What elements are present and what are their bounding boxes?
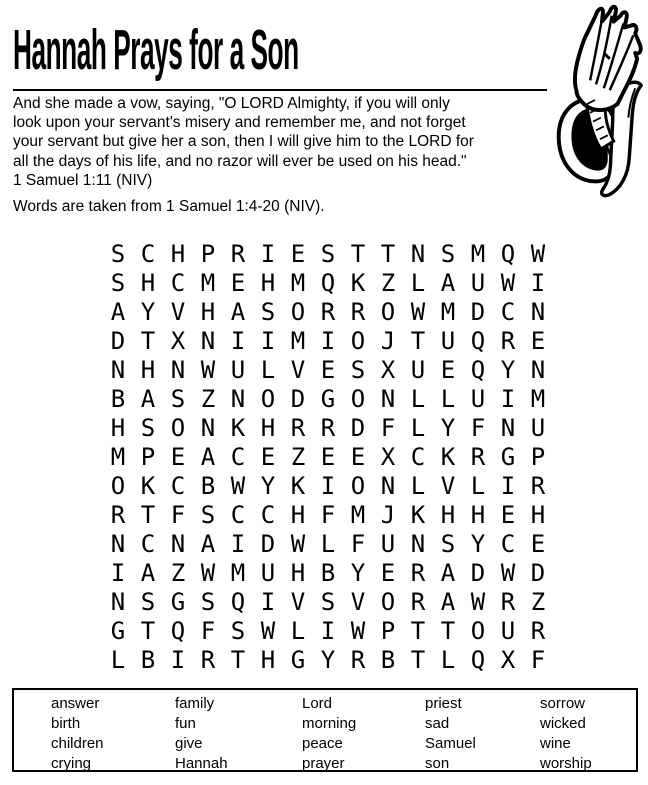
grid-letter: L xyxy=(440,385,456,413)
grid-letter: B xyxy=(200,472,216,500)
grid-letter: J xyxy=(380,327,396,355)
grid-letter: N xyxy=(110,530,126,558)
word-list-item: Samuel xyxy=(425,735,476,752)
grid-letter: S xyxy=(110,240,126,268)
grid-letter: O xyxy=(260,385,276,413)
word-list-item: worship xyxy=(540,755,592,772)
grid-row xyxy=(103,646,553,675)
grid-letter: M xyxy=(290,269,306,297)
grid-letter: G xyxy=(170,588,186,616)
verse-line: And she made a vow, saying, "O LORD Almighty, if you will only xyxy=(13,95,450,112)
grid-letter: R xyxy=(320,414,336,442)
grid-letter: C xyxy=(500,298,516,326)
grid-letter: Y xyxy=(260,472,276,500)
grid-letter: R xyxy=(530,617,546,645)
grid-letter: S xyxy=(320,240,336,268)
grid-letter: C xyxy=(140,530,156,558)
grid-letter: Q xyxy=(470,646,486,674)
grid-letter: T xyxy=(410,617,426,645)
word-list-item: wine xyxy=(540,735,571,752)
praying-hands-icon xyxy=(547,2,645,198)
grid-letter: T xyxy=(230,646,246,674)
grid-letter: N xyxy=(170,530,186,558)
grid-row xyxy=(103,501,553,530)
grid-letter: F xyxy=(380,414,396,442)
grid-letter: L xyxy=(410,269,426,297)
grid-row xyxy=(103,356,553,385)
grid-letter: U xyxy=(470,269,486,297)
grid-letter: O xyxy=(380,298,396,326)
grid-letter: U xyxy=(260,559,276,587)
grid-letter: T xyxy=(410,646,426,674)
grid-letter: C xyxy=(230,501,246,529)
grid-letter: S xyxy=(200,501,216,529)
verse-line: all the days of his life, and no razor will ever be used on his head." xyxy=(13,152,467,170)
grid-letter: D xyxy=(470,298,486,326)
grid-letter: S xyxy=(440,530,456,558)
grid-letter: V xyxy=(440,472,456,500)
grid-letter: W xyxy=(260,617,276,645)
grid-row xyxy=(103,530,553,559)
grid-letter: C xyxy=(170,472,186,500)
grid-letter: W xyxy=(530,240,546,268)
grid-letter: S xyxy=(440,240,456,268)
grid-letter: B xyxy=(380,646,396,674)
word-list-item: Lord xyxy=(302,695,333,712)
grid-letter: E xyxy=(530,327,546,355)
grid-letter: F xyxy=(200,617,216,645)
word-list-item: prayer xyxy=(302,755,345,772)
grid-letter: R xyxy=(290,414,306,442)
grid-letter: S xyxy=(140,414,156,442)
grid-letter: H xyxy=(140,356,156,384)
grid-letter: D xyxy=(470,559,486,587)
grid-letter: K xyxy=(410,501,426,529)
grid-letter: Y xyxy=(470,530,486,558)
grid-letter: B xyxy=(110,385,126,413)
grid-letter: H xyxy=(200,298,216,326)
grid-row xyxy=(103,298,553,327)
grid-letter: E xyxy=(320,443,336,471)
grid-letter: U xyxy=(230,356,246,384)
grid-letter: R xyxy=(410,559,426,587)
grid-letter: H xyxy=(260,414,276,442)
grid-letter: R xyxy=(470,443,486,471)
grid-letter: Q xyxy=(470,356,486,384)
grid-letter: A xyxy=(140,385,156,413)
grid-letter: M xyxy=(230,559,246,587)
grid-letter: W xyxy=(470,588,486,616)
grid-letter: I xyxy=(260,588,276,616)
grid-letter: I xyxy=(500,472,516,500)
grid-letter: E xyxy=(260,443,276,471)
grid-letter: O xyxy=(350,472,366,500)
grid-letter: I xyxy=(230,530,246,558)
grid-letter: W xyxy=(230,472,246,500)
grid-letter: H xyxy=(260,269,276,297)
grid-letter: O xyxy=(350,327,366,355)
word-list-item: birth xyxy=(51,715,81,732)
word-list-item: Hannah xyxy=(175,755,228,772)
grid-letter: S xyxy=(200,588,216,616)
grid-letter: H xyxy=(140,269,156,297)
grid-letter: D xyxy=(260,530,276,558)
grid-letter: Q xyxy=(170,617,186,645)
grid-letter: C xyxy=(410,443,426,471)
grid-letter: A xyxy=(140,559,156,587)
grid-letter: R xyxy=(350,298,366,326)
grid-row xyxy=(103,443,553,472)
grid-letter: W xyxy=(500,269,516,297)
word-list-column xyxy=(540,694,592,774)
word-list-item: crying xyxy=(51,755,92,772)
grid-letter: T xyxy=(440,617,456,645)
word-list-item: sad xyxy=(425,715,450,732)
grid-letter: H xyxy=(290,501,306,529)
grid-letter: W xyxy=(410,298,426,326)
grid-letter: E xyxy=(290,240,306,268)
grid-letter: N xyxy=(380,472,396,500)
grid-letter: F xyxy=(470,414,486,442)
grid-letter: I xyxy=(260,240,276,268)
grid-letter: P xyxy=(140,443,156,471)
grid-letter: E xyxy=(500,501,516,529)
grid-letter: K xyxy=(290,472,306,500)
word-list-box xyxy=(12,688,638,772)
grid-letter: O xyxy=(170,414,186,442)
source-note: Words are taken from 1 Samuel 1:4-20 (NIV). xyxy=(13,198,325,215)
grid-letter: F xyxy=(530,646,546,674)
grid-letter: O xyxy=(290,298,306,326)
grid-letter: Z xyxy=(530,588,546,616)
grid-letter: R xyxy=(350,646,366,674)
grid-letter: T xyxy=(410,327,426,355)
grid-letter: N xyxy=(110,588,126,616)
grid-row xyxy=(103,327,553,356)
grid-letter: Z xyxy=(200,385,216,413)
grid-letter: R xyxy=(500,327,516,355)
grid-letter: H xyxy=(530,501,546,529)
grid-letter: E xyxy=(440,356,456,384)
grid-letter: X xyxy=(380,443,396,471)
grid-letter: X xyxy=(380,356,396,384)
grid-letter: Q xyxy=(320,269,336,297)
grid-letter: Q xyxy=(230,588,246,616)
grid-letter: R xyxy=(200,646,216,674)
grid-letter: M xyxy=(110,443,126,471)
grid-letter: U xyxy=(380,530,396,558)
grid-letter: I xyxy=(530,269,546,297)
word-list-item: priest xyxy=(425,695,462,712)
grid-letter: S xyxy=(320,588,336,616)
word-list-item: family xyxy=(175,695,215,712)
verse-line: your servant but give her a son, then I will give him to the LORD for xyxy=(13,133,474,151)
grid-letter: D xyxy=(110,327,126,355)
verse-line: look upon your servant's misery and remember me, and not forget xyxy=(13,114,466,132)
grid-letter: X xyxy=(500,646,516,674)
grid-letter: E xyxy=(230,269,246,297)
grid-letter: N xyxy=(530,298,546,326)
grid-letter: E xyxy=(170,443,186,471)
grid-letter: R xyxy=(230,240,246,268)
page-title: Hannah Prays for a Son xyxy=(13,18,299,82)
grid-letter: H xyxy=(470,501,486,529)
grid-letter: P xyxy=(380,617,396,645)
grid-letter: R xyxy=(320,298,336,326)
grid-letter: A xyxy=(110,298,126,326)
grid-letter: K xyxy=(230,414,246,442)
grid-letter: A xyxy=(200,530,216,558)
grid-letter: S xyxy=(260,298,276,326)
grid-letter: W xyxy=(350,617,366,645)
grid-letter: Y xyxy=(350,559,366,587)
grid-letter: W xyxy=(500,559,516,587)
grid-letter: Y xyxy=(500,356,516,384)
grid-letter: W xyxy=(200,356,216,384)
grid-letter: T xyxy=(350,240,366,268)
grid-letter: E xyxy=(320,356,336,384)
grid-letter: N xyxy=(500,414,516,442)
grid-letter: H xyxy=(170,240,186,268)
grid-row xyxy=(103,269,553,298)
grid-letter: S xyxy=(140,588,156,616)
grid-letter: N xyxy=(530,356,546,384)
grid-letter: V xyxy=(170,298,186,326)
grid-letter: F xyxy=(320,501,336,529)
word-list-item: son xyxy=(425,755,450,772)
grid-letter: W xyxy=(200,559,216,587)
word-list-item: sorrow xyxy=(540,695,586,712)
grid-letter: E xyxy=(380,559,396,587)
grid-letter: Q xyxy=(500,240,516,268)
grid-letter: Z xyxy=(290,443,306,471)
grid-row xyxy=(103,588,553,617)
grid-letter: Z xyxy=(170,559,186,587)
grid-letter: R xyxy=(410,588,426,616)
grid-letter: I xyxy=(110,559,126,587)
grid-letter: V xyxy=(350,588,366,616)
grid-row xyxy=(103,385,553,414)
grid-letter: A xyxy=(230,298,246,326)
grid-letter: T xyxy=(380,240,396,268)
grid-letter: U xyxy=(470,385,486,413)
grid-letter: V xyxy=(290,356,306,384)
word-search-grid xyxy=(103,240,553,675)
grid-letter: N xyxy=(410,530,426,558)
grid-row xyxy=(103,617,553,646)
grid-letter: E xyxy=(350,443,366,471)
grid-letter: D xyxy=(350,414,366,442)
grid-letter: A xyxy=(200,443,216,471)
grid-letter: H xyxy=(290,559,306,587)
word-list-item: peace xyxy=(302,735,343,752)
grid-letter: M xyxy=(530,385,546,413)
grid-letter: V xyxy=(290,588,306,616)
grid-letter: B xyxy=(320,559,336,587)
word-list-item: morning xyxy=(302,715,357,732)
grid-letter: S xyxy=(110,269,126,297)
grid-letter: D xyxy=(290,385,306,413)
grid-letter: U xyxy=(410,356,426,384)
grid-letter: Q xyxy=(470,327,486,355)
grid-letter: K xyxy=(440,443,456,471)
grid-letter: M xyxy=(200,269,216,297)
grid-letter: T xyxy=(140,327,156,355)
grid-letter: J xyxy=(380,501,396,529)
grid-letter: N xyxy=(230,385,246,413)
grid-letter: A xyxy=(440,269,456,297)
grid-letter: C xyxy=(500,530,516,558)
grid-letter: P xyxy=(530,443,546,471)
grid-letter: L xyxy=(320,530,336,558)
grid-letter: W xyxy=(290,530,306,558)
grid-letter: S xyxy=(230,617,246,645)
grid-letter: R xyxy=(500,588,516,616)
grid-letter: M xyxy=(350,501,366,529)
grid-letter: U xyxy=(440,327,456,355)
word-list-item: wicked xyxy=(540,715,586,732)
word-list-item: give xyxy=(175,735,203,752)
grid-letter: Y xyxy=(320,646,336,674)
grid-letter: S xyxy=(350,356,366,384)
grid-letter: H xyxy=(440,501,456,529)
grid-letter: U xyxy=(530,414,546,442)
grid-letter: L xyxy=(410,385,426,413)
grid-letter: M xyxy=(290,327,306,355)
title-divider xyxy=(13,89,547,91)
grid-letter: N xyxy=(110,356,126,384)
grid-letter: K xyxy=(350,269,366,297)
grid-letter: T xyxy=(140,501,156,529)
grid-letter: F xyxy=(170,501,186,529)
grid-letter: P xyxy=(200,240,216,268)
grid-letter: M xyxy=(470,240,486,268)
grid-letter: R xyxy=(110,501,126,529)
grid-letter: R xyxy=(530,472,546,500)
grid-letter: T xyxy=(140,617,156,645)
grid-letter: L xyxy=(440,646,456,674)
grid-letter: L xyxy=(470,472,486,500)
grid-letter: N xyxy=(410,240,426,268)
grid-letter: O xyxy=(380,588,396,616)
grid-letter: A xyxy=(440,559,456,587)
word-list-item: fun xyxy=(175,715,196,732)
grid-letter: G xyxy=(110,617,126,645)
grid-letter: I xyxy=(170,646,186,674)
grid-letter: D xyxy=(530,559,546,587)
grid-letter: C xyxy=(260,501,276,529)
grid-letter: M xyxy=(440,298,456,326)
grid-letter: G xyxy=(500,443,516,471)
word-list-item: children xyxy=(51,735,104,752)
verse-line: 1 Samuel 1:11 (NIV) xyxy=(13,171,153,189)
grid-letter: O xyxy=(350,385,366,413)
grid-letter: N xyxy=(380,385,396,413)
grid-letter: C xyxy=(140,240,156,268)
word-list-column xyxy=(175,694,228,774)
grid-letter: C xyxy=(170,269,186,297)
grid-letter: N xyxy=(200,414,216,442)
word-list-column xyxy=(302,694,356,774)
grid-letter: L xyxy=(110,646,126,674)
grid-letter: Z xyxy=(380,269,396,297)
grid-letter: H xyxy=(110,414,126,442)
grid-letter: F xyxy=(350,530,366,558)
grid-letter: L xyxy=(290,617,306,645)
grid-letter: I xyxy=(260,327,276,355)
grid-letter: H xyxy=(260,646,276,674)
grid-letter: L xyxy=(260,356,276,384)
grid-letter: Y xyxy=(140,298,156,326)
grid-letter: K xyxy=(140,472,156,500)
grid-letter: B xyxy=(140,646,156,674)
grid-letter: C xyxy=(230,443,246,471)
grid-letter: I xyxy=(500,385,516,413)
grid-letter: U xyxy=(500,617,516,645)
grid-row xyxy=(103,414,553,443)
grid-letter: I xyxy=(230,327,246,355)
grid-letter: S xyxy=(170,385,186,413)
grid-letter: X xyxy=(170,327,186,355)
grid-letter: N xyxy=(170,356,186,384)
verse-text xyxy=(13,94,474,190)
grid-letter: O xyxy=(470,617,486,645)
word-list-column xyxy=(425,694,476,774)
grid-letter: Y xyxy=(440,414,456,442)
grid-row xyxy=(103,559,553,588)
grid-row xyxy=(103,240,553,269)
grid-letter: L xyxy=(410,414,426,442)
grid-letter: I xyxy=(320,472,336,500)
grid-letter: G xyxy=(290,646,306,674)
grid-row xyxy=(103,472,553,501)
grid-letter: N xyxy=(200,327,216,355)
grid-letter: E xyxy=(530,530,546,558)
grid-letter: I xyxy=(320,327,336,355)
grid-letter: I xyxy=(320,617,336,645)
word-list-item: answer xyxy=(51,695,100,712)
grid-letter: G xyxy=(320,385,336,413)
grid-letter: O xyxy=(110,472,126,500)
grid-letter: L xyxy=(410,472,426,500)
word-list-column xyxy=(51,694,104,774)
grid-letter: A xyxy=(440,588,456,616)
